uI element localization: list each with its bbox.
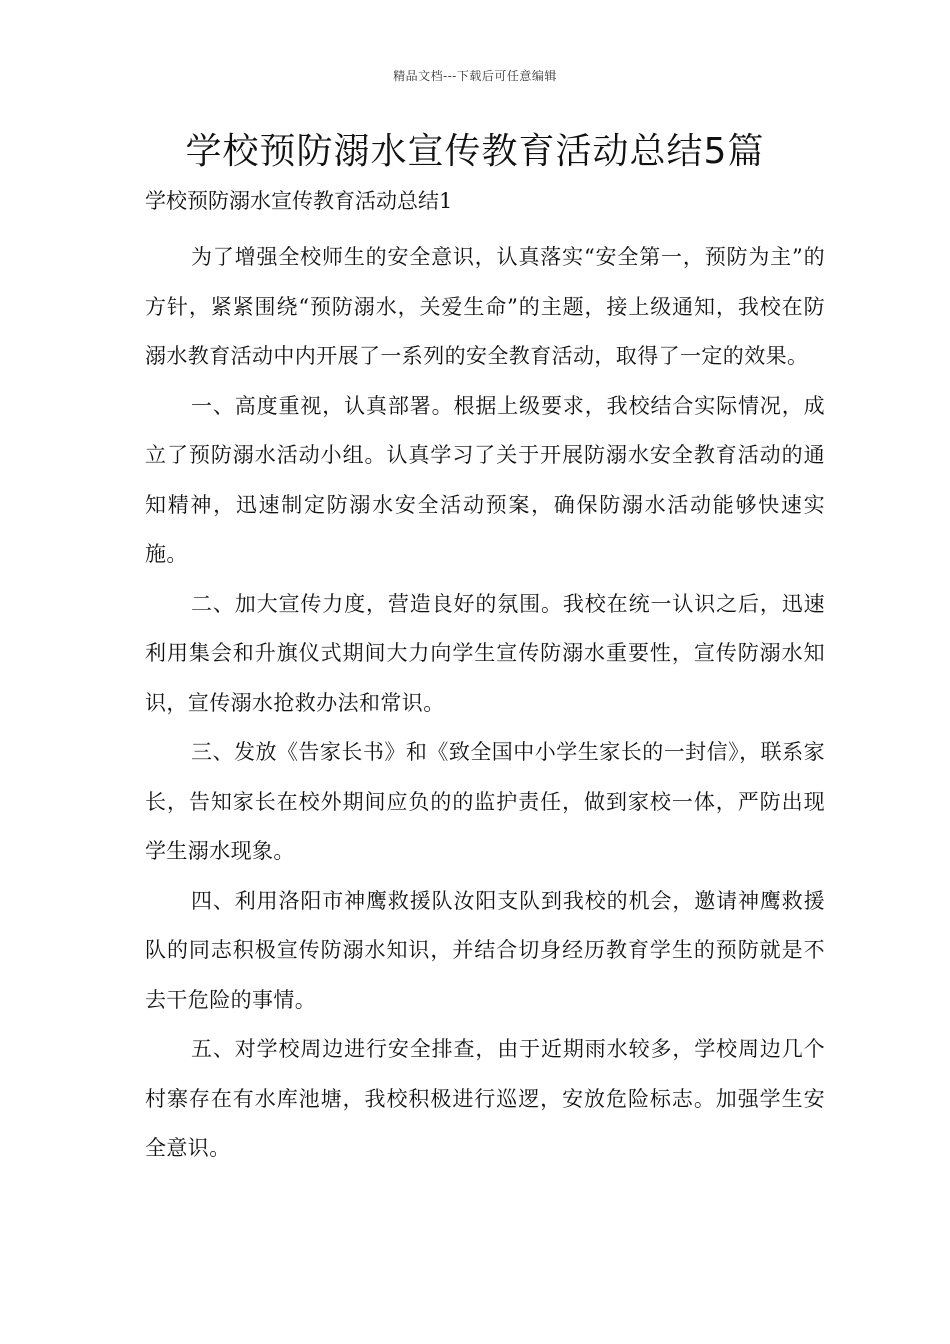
document-title: 学校预防溺水宣传教育活动总结5篇 bbox=[185, 131, 765, 172]
paragraph-point-3: 三、发放《告家长书》和《致全国中小学生家长的一封信》，联系家长，告知家长在校外期间应负的的监护责任，做到家校一体，严防出现学生溺水现象。 bbox=[145, 740, 825, 863]
header-note: 精品文档---下载后可任意编辑 bbox=[393, 69, 557, 83]
paragraph-point-2: 二、加大宣传力度，营造良好的氛围。我校在统一认识之后，迅速利用集会和升旗仪式期间大力向学生宣传防溺水重要性，宣传防溺水知识，宣传溺水抢救办法和常识。 bbox=[145, 591, 825, 715]
document-body bbox=[145, 233, 825, 1174]
section-subtitle: 学校预防溺水宣传教育活动总结1 bbox=[145, 189, 453, 213]
paragraph-point-1: 一、高度重视，认真部署。根据上级要求，我校结合实际情况，成立了预防溺水活动小组。认真学习了关于开展防溺水安全教育活动的通知精神，迅速制定防溺水安全活动预案，确保防溺水活动能够快速实施。 bbox=[145, 393, 825, 566]
paragraph-point-5: 五、对学校周边进行安全排查，由于近期雨水较多，学校周边几个村寨存在有水库池塘，我校积极进行巡逻，安放危险标志。加强学生安全意识。 bbox=[145, 1037, 825, 1160]
paragraph-intro: 为了增强全校师生的安全意识，认真落实“安全第一，预防为主”的方针，紧紧围绕“预防溺水，关爱生命”的主题，接上级通知，我校在防溺水教育活动中内开展了一系列的安全教育活动，取得了一定的效果。 bbox=[145, 245, 825, 368]
paragraph-point-4: 四、利用洛阳市神鹰救援队汝阳支队到我校的机会，邀请神鹰救援队的同志积极宣传防溺水知识，并结合切身经历教育学生的预防就是不去干危险的事情。 bbox=[145, 888, 825, 1012]
